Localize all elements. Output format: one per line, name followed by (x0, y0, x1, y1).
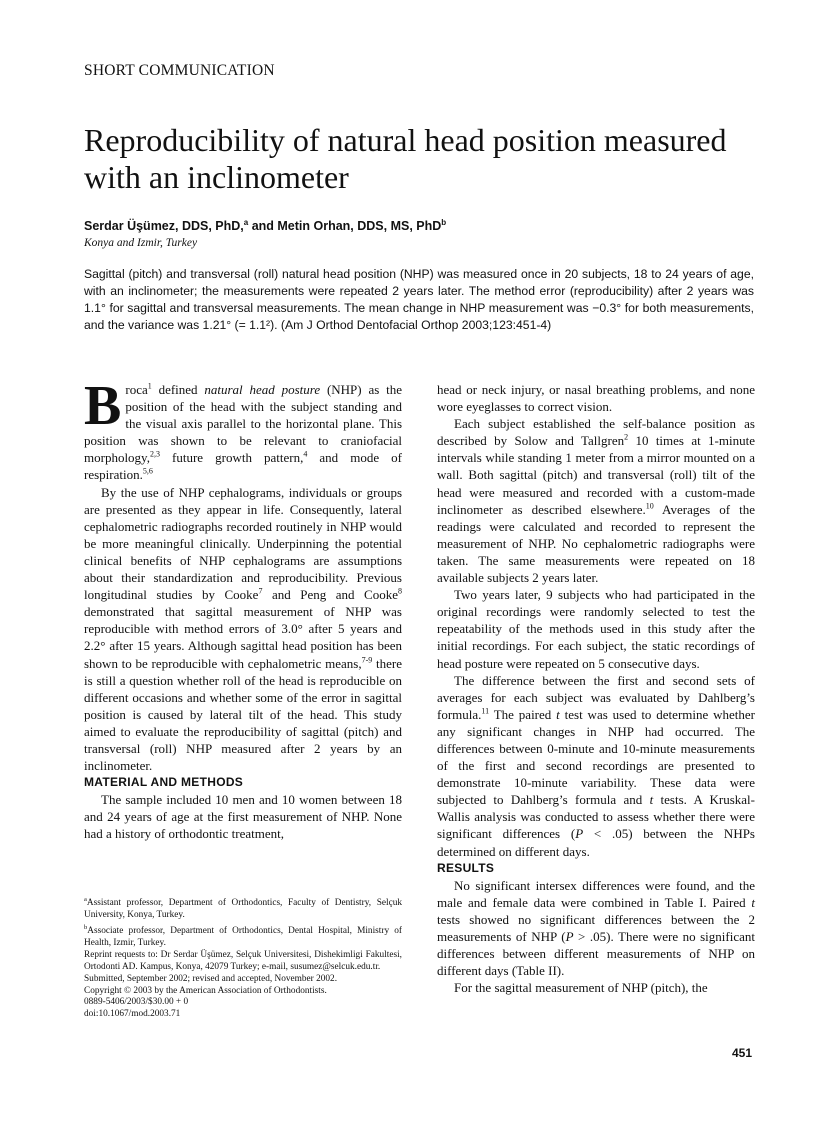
section-label: SHORT COMMUNICATION (84, 62, 275, 79)
drop-cap: B (84, 375, 122, 437)
author-2: Metin Orhan, DDS, MS, PhD (277, 219, 442, 234)
footnote-issn: 0889-5406/2003/$30.00 + 0 (84, 997, 189, 1008)
footnotes (84, 894, 402, 1021)
intro-paragraph-2: By the use of NHP cephalograms, individuals or groups are presented as they appear in life. Consequently, lateral cephalometric radiographs recorded routinely in NHP would be more meaningful clinically. Underpinning the potential clinical benefits of NHP cephalograms are assumptions about their standardization and reproducibility. Previous longitudinal studies by Cooke$^7$ and Peng and Cooke$^8$ demonstrated that sagittal measurement of NHP was reproducible with method errors of 3.0° after 5 years and 2.2° after 15 years. Although sagittal head position has been shown to be reproducible with cephalometric means,$^{7-9}$ there is still a question whether roll of the head is reproducible on different occasions and whether some of the error in sagittal position is caused by lateral tilt of the head. This study aimed to evaluate the reproducibility of sagittal (pitch) and transversal (roll) NHP measured after 2 years by an inclinometer. (84, 484, 402, 774)
left-column (84, 375, 403, 843)
footnote-reprint: Reprint requests to: Dr Serdar Üşümez, Selçuk Universitesi, Dishekimligi Fakultesi, Ortodonti AD. Kampus, Konya, 42079 Turkey; e-mail, susumez@selcuk.edu.tr. (84, 949, 402, 972)
results-paragraph-2: For the sagittal measurement of NHP (pitch), the (454, 980, 708, 996)
section-heading-results: RESULTS (437, 860, 495, 875)
intro-paragraph-1: Broca$^1$ defined natural head posture (NHP) as the position of the head with the subject standing and the visual axis parallel to the horizontal plane. This position was shown to be relevant to craniofacial morphology,$^{2,3}$ future growth pattern,$^4$ and mode of respiration.$^{5,6}$ (84, 375, 403, 483)
methods-paragraph-5: The difference between the first and second sets of averages for each subject was evaluated by Dahlberg’s formula.$^{11}$ The paired t test was used to determine whether any significant changes in NHP had occurred. The differences between 0-minute and 10-minute measurements of the first and second recordings are presented to demonstrate 10-minute variability. These data were subjected to Dahlberg’s formula and t tests. A Kruskal-Wallis analysis was conducted to assess whether there were significant differences (P < .05) between the NHPs determined on different days. (437, 672, 755, 859)
methods-paragraph-4: Two years later, 9 subjects who had participated in the original recordings were randomly selected to test the repeatability of the methods used in this study after the initial recordings. For each subject, the static recordings of head posture were repeated on 5 consecutive days. (437, 587, 755, 671)
page-number: 451 (732, 1046, 753, 1060)
footnote-affil-a: $^a$Assistant professor, Department of Orthodontics, Faculty of Dentistry, Selçuk University, Konya, Turkey. (84, 896, 402, 920)
author-conjunction: and (248, 219, 278, 234)
right-column (437, 381, 755, 996)
methods-paragraph-3: Each subject established the self-balance position as described by Solow and Tallgren$^2$ 10 times at 1-minute intervals while standing 1 meter from a mirror mounted on a wall. Both sagittal (pitch) and transversal (roll) tilt of the head were measured and recorded with a custom-made inclinometer as described elsewhere.$^{10}$ Averages of the readings were calculated and recorded to represent the measurement of NHP. No cephalometric radiographs were taken. The same measurements were repeated on 18 available subjects 2 years later. (437, 416, 755, 586)
methods-paragraph-1: The sample included 10 men and 10 women between 18 and 24 years of age at the first measurement of NHP. None had a history of orthodontic treatment, (84, 792, 402, 842)
footnote-doi: doi:10.1067/mod.2003.71 (84, 1009, 181, 1020)
author-2-affil-mark: b (441, 218, 447, 227)
article-title: Reproducibility of natural head position measured with an inclinometer (84, 122, 727, 195)
author-line (84, 218, 446, 233)
results-paragraph-1: No significant intersex differences were found, and the male and female data were combined in Table I. Paired t tests showed no significant differences between the 2 measurements of NHP (P > .05). There were no significant differences between different measurements of NHP on different days (Table II). (437, 877, 755, 979)
footnote-copyright: Copyright © 2003 by the American Association of Orthodontists. (84, 985, 327, 996)
abstract: Sagittal (pitch) and transversal (roll) natural head position (NHP) was measured once in 20 subjects, 18 to 24 years of age, with an inclinometer; the measurements were repeated 2 years later. The method error (reproducibility) after 2 years was 1.1° for sagittal and transversal measurements. The mean change in NHP measurement was −0.3° for both measurements, and the variance was 1.21° (= 1.1²). (Am J Orthod Dentofacial Orthop 2003;123:451-4) (84, 267, 754, 332)
footnote-affil-b: $^b$Associate professor, Department of Orthodontics, Dental Hospital, Ministry of Health, Izmir, Turkey. (84, 923, 402, 948)
methods-paragraph-2: head or neck injury, or nasal breathing problems, and none wore eyeglasses to correct vision. (437, 382, 755, 415)
section-heading-methods: MATERIAL AND METHODS (84, 775, 244, 790)
author-1: Serdar Üşümez, DDS, PhD, (84, 219, 244, 234)
author-1-affil-mark: a (243, 218, 249, 227)
footnote-submitted: Submitted, September 2002; revised and accepted, November 2002. (84, 973, 338, 984)
author-location: Konya and Izmir, Turkey (84, 237, 198, 249)
